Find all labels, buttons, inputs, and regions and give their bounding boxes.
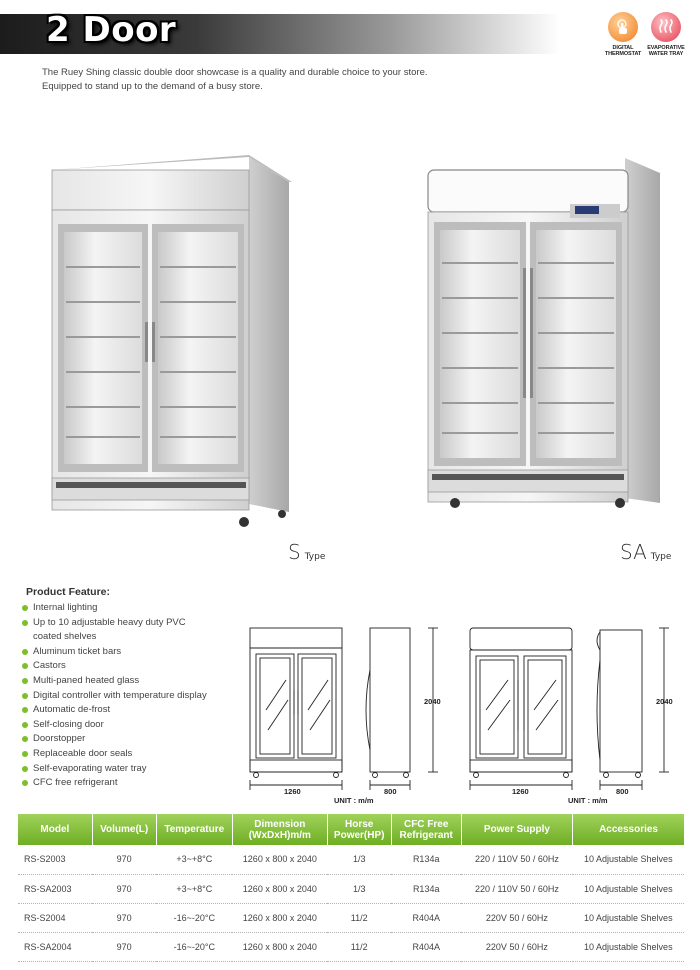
feature-item: Self-evaporating water tray [22, 762, 207, 777]
s-width-label: 1260 [284, 787, 301, 796]
bullet-icon [22, 678, 28, 684]
table-row: RS-S2003 970 +3~+8°C 1260 x 800 x 2040 1/3 R134a 220 / 110V 50 / 60Hz 10 Adjustable Shelves [18, 845, 684, 874]
sa-height-label: 2040 [656, 697, 673, 706]
feature-item: Replaceable door seals [22, 747, 207, 762]
steam-icon [651, 12, 681, 42]
col-refrigerant: CFC Free Refrigerant [391, 814, 461, 845]
feature-item: Multi-paned heated glass [22, 674, 207, 689]
bullet-icon [22, 663, 28, 669]
bullet-icon [22, 649, 28, 655]
hand-touch-icon [608, 12, 638, 42]
s-height-label: 2040 [424, 697, 441, 706]
feature-item: Internal lighting [22, 601, 207, 616]
page-header [0, 0, 700, 62]
features-title: Product Feature: [26, 586, 111, 598]
spec-table [18, 814, 684, 962]
bullet-icon [22, 751, 28, 757]
digital-thermostat-badge [603, 12, 643, 57]
feature-item: Aluminum ticket bars [22, 645, 207, 660]
table-row: RS-SA2004 970 -16~-20°C 1260 x 800 x 2040 11/2 R404A 220V 50 / 60Hz 10 Adjustable Shelves [18, 932, 684, 961]
table-row: RS-SA2003 970 +3~+8°C 1260 x 800 x 2040 1/3 R134a 220 / 110V 50 / 60Hz 10 Adjustable Shelves [18, 874, 684, 903]
sa-type-fridge-image [420, 148, 670, 518]
s-type-fridge-image [44, 152, 304, 532]
digital-thermostat-label: DIGITAL THERMOSTAT [604, 45, 642, 57]
col-model: Model [18, 814, 92, 845]
bullet-icon [22, 736, 28, 742]
sa-width-label: 1260 [512, 787, 529, 796]
feature-item: Castors [22, 659, 207, 674]
feature-item: CFC free refrigerant [22, 776, 207, 791]
sa-unit-label: UNIT : m/m [568, 796, 608, 805]
s-type-label: S Type [288, 540, 326, 564]
sa-type-label: SA Type [620, 540, 672, 564]
feature-item: Digital controller with temperature display [22, 689, 207, 704]
col-power-supply: Power Supply [461, 814, 572, 845]
bullet-icon [22, 766, 28, 772]
sa-depth-label: 800 [616, 787, 629, 796]
feature-item: Self-closing door [22, 718, 207, 733]
col-volume: Volume(L) [92, 814, 156, 845]
feature-item: Up to 10 adjustable heavy duty PVC [22, 616, 207, 631]
feature-item: Doorstopper [22, 732, 207, 747]
bullet-icon [22, 693, 28, 699]
evaporative-water-tray-badge [646, 12, 686, 57]
bullet-icon [22, 707, 28, 713]
bullet-icon [22, 620, 28, 626]
feature-item: Automatic de-frost [22, 703, 207, 718]
table-row: RS-S2004 970 -16~-20°C 1260 x 800 x 2040 11/2 R404A 220V 50 / 60Hz 10 Adjustable Shelves [18, 903, 684, 932]
col-accessories: Accessories [573, 814, 684, 845]
sa-type-dimension-drawing [460, 620, 685, 800]
s-type-dimension-drawing [238, 620, 453, 800]
col-horse-power: Horse Power(HP) [327, 814, 391, 845]
s-depth-label: 800 [384, 787, 397, 796]
evaporative-water-tray-label: EVAPORATIVE WATER TRAY [647, 45, 685, 57]
intro-text: The Ruey Shing classic double door showcase is a quality and durable choice to your store. Equipped to stand up to the demand of a busy store. [42, 67, 428, 92]
col-temperature: Temperature [156, 814, 232, 845]
page-title: 2 Door [46, 10, 177, 50]
s-unit-label: UNIT : m/m [334, 796, 374, 805]
bullet-icon [22, 780, 28, 786]
spec-table-header-row [18, 814, 684, 845]
features-list [22, 601, 207, 791]
bullet-icon [22, 605, 28, 611]
bullet-icon [22, 722, 28, 728]
feature-item-continued: coated shelves [33, 631, 97, 643]
col-dimension: Dimension (WxDxH)m/m [232, 814, 327, 845]
